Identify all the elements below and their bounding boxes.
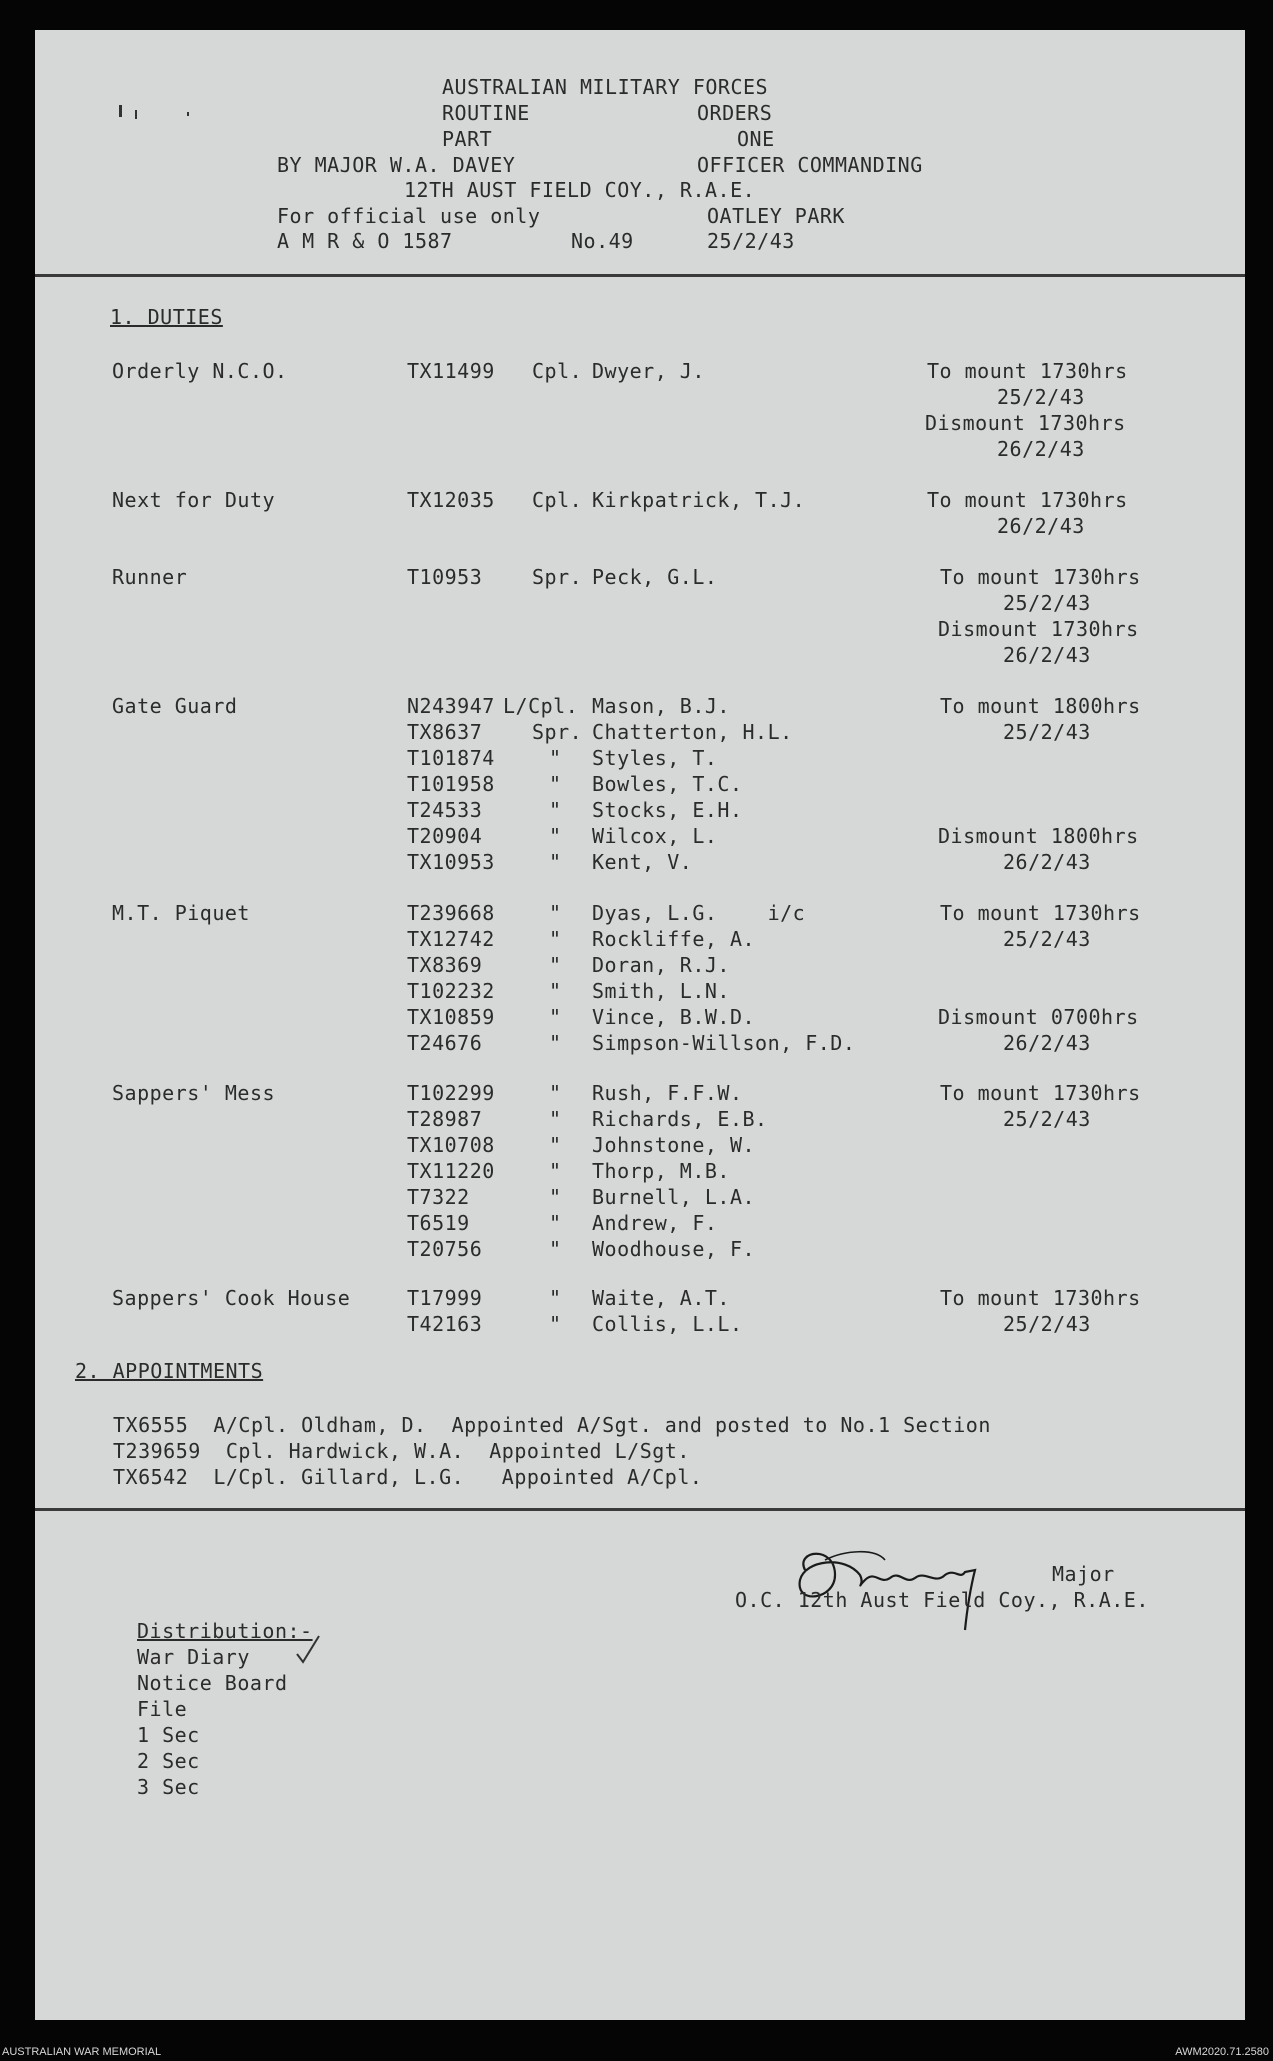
mount-time: To mount 1730hrs — [927, 359, 1128, 383]
person-name: Woodhouse, F. — [592, 1237, 756, 1261]
person-name: Wilcox, L. — [592, 824, 718, 848]
dismount-time: Dismount 1800hrs — [938, 824, 1139, 848]
person-name: Bowles, T.C. — [592, 772, 743, 796]
dismount-time: Dismount 0700hrs — [938, 1005, 1139, 1029]
mount-date: 25/2/43 — [1003, 927, 1091, 951]
distribution-item: Notice Board — [137, 1671, 288, 1695]
rank: L/Cpl. — [503, 694, 579, 718]
rank: " — [549, 1133, 562, 1157]
mount-date: 25/2/43 — [997, 385, 1085, 409]
punch-mark — [135, 110, 137, 119]
signature-title: O.C. 12th Aust Field Coy., R.A.E. — [735, 1588, 1149, 1612]
service-number: TX12742 — [407, 927, 495, 951]
service-number: TX10859 — [407, 1005, 495, 1029]
rank: " — [549, 1005, 562, 1029]
person-name: Mason, B.J. — [592, 694, 730, 718]
dismount-date: 26/2/43 — [997, 437, 1085, 461]
person-name: Doran, R.J. — [592, 953, 730, 977]
service-number: N243947 — [407, 694, 495, 718]
person-name: Johnstone, W. — [592, 1133, 756, 1157]
person-name: Thorp, M.B. — [592, 1159, 730, 1183]
rank: " — [549, 1185, 562, 1209]
duty-label: Runner — [112, 565, 188, 589]
rank: " — [549, 1081, 562, 1105]
header-title: AUSTRALIAN MILITARY FORCES — [442, 75, 769, 99]
person-name: Rockliffe, A. — [592, 927, 756, 951]
distribution-item: 1 Sec — [137, 1723, 200, 1747]
header-officer: OFFICER COMMANDING — [697, 153, 923, 177]
rank: " — [549, 1237, 562, 1261]
service-number: T239668 — [407, 901, 495, 925]
appointment-line: TX6555 A/Cpl. Oldham, D. Appointed A/Sgt. and posted to No.1 Section — [113, 1413, 991, 1437]
duties-heading: 1. DUTIES — [110, 305, 223, 329]
rank: " — [549, 1031, 562, 1055]
rank: " — [549, 772, 562, 796]
service-number: T102299 — [407, 1081, 495, 1105]
distribution-item: 2 Sec — [137, 1749, 200, 1773]
mount-time: To mount 1730hrs — [927, 488, 1128, 512]
duty-label: M.T. Piquet — [112, 901, 250, 925]
person-name: Kirkpatrick, T.J. — [592, 488, 806, 512]
service-number: T10953 — [407, 565, 483, 589]
service-number: T17999 — [407, 1286, 483, 1310]
appointment-line: T239659 Cpl. Hardwick, W.A. Appointed L/Sgt. — [113, 1439, 690, 1463]
service-number: T28987 — [407, 1107, 483, 1131]
person-name: Burnell, L.A. — [592, 1185, 756, 1209]
rank: Spr. — [532, 720, 583, 744]
distribution-item: File — [137, 1697, 188, 1721]
footer-credit: AUSTRALIAN WAR MEMORIAL — [2, 2046, 162, 2058]
person-name: Peck, G.L. — [592, 565, 718, 589]
service-number: T102232 — [407, 979, 495, 1003]
service-number: T101874 — [407, 746, 495, 770]
service-number: TX11220 — [407, 1159, 495, 1183]
dismount-time: Dismount 1730hrs — [925, 411, 1126, 435]
dismount-time: Dismount 1730hrs — [938, 617, 1139, 641]
person-name: Dwyer, J. — [592, 359, 705, 383]
duty-label: Sappers' Cook House — [112, 1286, 351, 1310]
header-official: For official use only — [277, 204, 541, 228]
service-number: T101958 — [407, 772, 495, 796]
person-name: Styles, T. — [592, 746, 718, 770]
appointment-line: TX6542 L/Cpl. Gillard, L.G. Appointed A/Cpl. — [113, 1465, 703, 1489]
service-number: TX12035 — [407, 488, 495, 512]
dismount-date: 26/2/43 — [1003, 1031, 1091, 1055]
service-number: T20756 — [407, 1237, 483, 1261]
service-number: T24676 — [407, 1031, 483, 1055]
person-name: Chatterton, H.L. — [592, 720, 793, 744]
person-name: Simpson-Willson, F.D. — [592, 1031, 856, 1055]
document-page — [35, 30, 1245, 2020]
rank: " — [549, 1107, 562, 1131]
footer-reference: AWM2020.71.2580 — [1175, 2046, 1269, 2058]
rank: Cpl. — [532, 359, 583, 383]
duty-label: Sappers' Mess — [112, 1081, 276, 1105]
punch-mark — [187, 112, 189, 116]
checkmark-icon — [293, 1632, 323, 1666]
service-number: T42163 — [407, 1312, 483, 1336]
header-amr: A M R & O 1587 — [277, 229, 453, 253]
rank: " — [549, 824, 562, 848]
service-number: TX8369 — [407, 953, 483, 977]
person-name: Dyas, L.G. i/c — [592, 901, 806, 925]
rank: " — [549, 850, 562, 874]
header-number: No.49 — [571, 229, 634, 253]
rank: " — [549, 1211, 562, 1235]
service-number: TX10708 — [407, 1133, 495, 1157]
person-name: Collis, L.L. — [592, 1312, 743, 1336]
service-number: T7322 — [407, 1185, 470, 1209]
distribution-heading: Distribution:- — [137, 1619, 313, 1643]
rank: " — [549, 927, 562, 951]
header-orders: ORDERS — [697, 101, 773, 125]
header-part-number: ONE — [737, 127, 775, 151]
duty-label: Orderly N.C.O. — [112, 359, 288, 383]
person-name: Vince, B.W.D. — [592, 1005, 756, 1029]
rank: " — [549, 1312, 562, 1336]
person-name: Kent, V. — [592, 850, 693, 874]
rank: " — [549, 979, 562, 1003]
rank: " — [549, 953, 562, 977]
header-date: 25/2/43 — [707, 229, 795, 253]
service-number: TX10953 — [407, 850, 495, 874]
person-name: Andrew, F. — [592, 1211, 718, 1235]
mount-time: To mount 1730hrs — [940, 1081, 1141, 1105]
mount-time: To mount 1800hrs — [940, 694, 1141, 718]
header-routine: ROUTINE — [442, 101, 530, 125]
header-rule — [35, 274, 1245, 277]
punch-mark — [119, 105, 122, 117]
service-number: T20904 — [407, 824, 483, 848]
person-name: Waite, A.T. — [592, 1286, 730, 1310]
header-location: OATLEY PARK — [707, 204, 845, 228]
distribution-item: 3 Sec — [137, 1775, 200, 1799]
mount-time: To mount 1730hrs — [940, 1286, 1141, 1310]
mount-date: 25/2/43 — [1003, 591, 1091, 615]
appointments-heading: 2. APPOINTMENTS — [75, 1359, 264, 1383]
rank: " — [549, 746, 562, 770]
service-number: TX11499 — [407, 359, 495, 383]
duty-label: Gate Guard — [112, 694, 238, 718]
service-number: TX8637 — [407, 720, 483, 744]
person-name: Smith, L.N. — [592, 979, 730, 1003]
dismount-date: 26/2/43 — [1003, 643, 1091, 667]
appointments-rule — [35, 1508, 1245, 1511]
signature-rank: Major — [1052, 1562, 1115, 1586]
mount-date: 25/2/43 — [1003, 1312, 1091, 1336]
duty-label: Next for Duty — [112, 488, 276, 512]
rank: " — [549, 798, 562, 822]
header-unit: 12TH AUST FIELD COY., R.A.E. — [404, 178, 756, 202]
rank: " — [549, 1159, 562, 1183]
mount-date: 25/2/43 — [1003, 1107, 1091, 1131]
header-by: BY MAJOR W.A. DAVEY — [277, 153, 516, 177]
service-number: T24533 — [407, 798, 483, 822]
rank: Spr. — [532, 565, 583, 589]
mount-time: To mount 1730hrs — [940, 565, 1141, 589]
header-part: PART — [442, 127, 493, 151]
mount-date: 25/2/43 — [1003, 720, 1091, 744]
mount-date: 26/2/43 — [997, 514, 1085, 538]
person-name: Richards, E.B. — [592, 1107, 768, 1131]
person-name: Rush, F.F.W. — [592, 1081, 743, 1105]
rank: Cpl. — [532, 488, 583, 512]
rank: " — [549, 901, 562, 925]
distribution-item: War Diary — [137, 1645, 250, 1669]
person-name: Stocks, E.H. — [592, 798, 743, 822]
dismount-date: 26/2/43 — [1003, 850, 1091, 874]
rank: " — [549, 1286, 562, 1310]
mount-time: To mount 1730hrs — [940, 901, 1141, 925]
service-number: T6519 — [407, 1211, 470, 1235]
